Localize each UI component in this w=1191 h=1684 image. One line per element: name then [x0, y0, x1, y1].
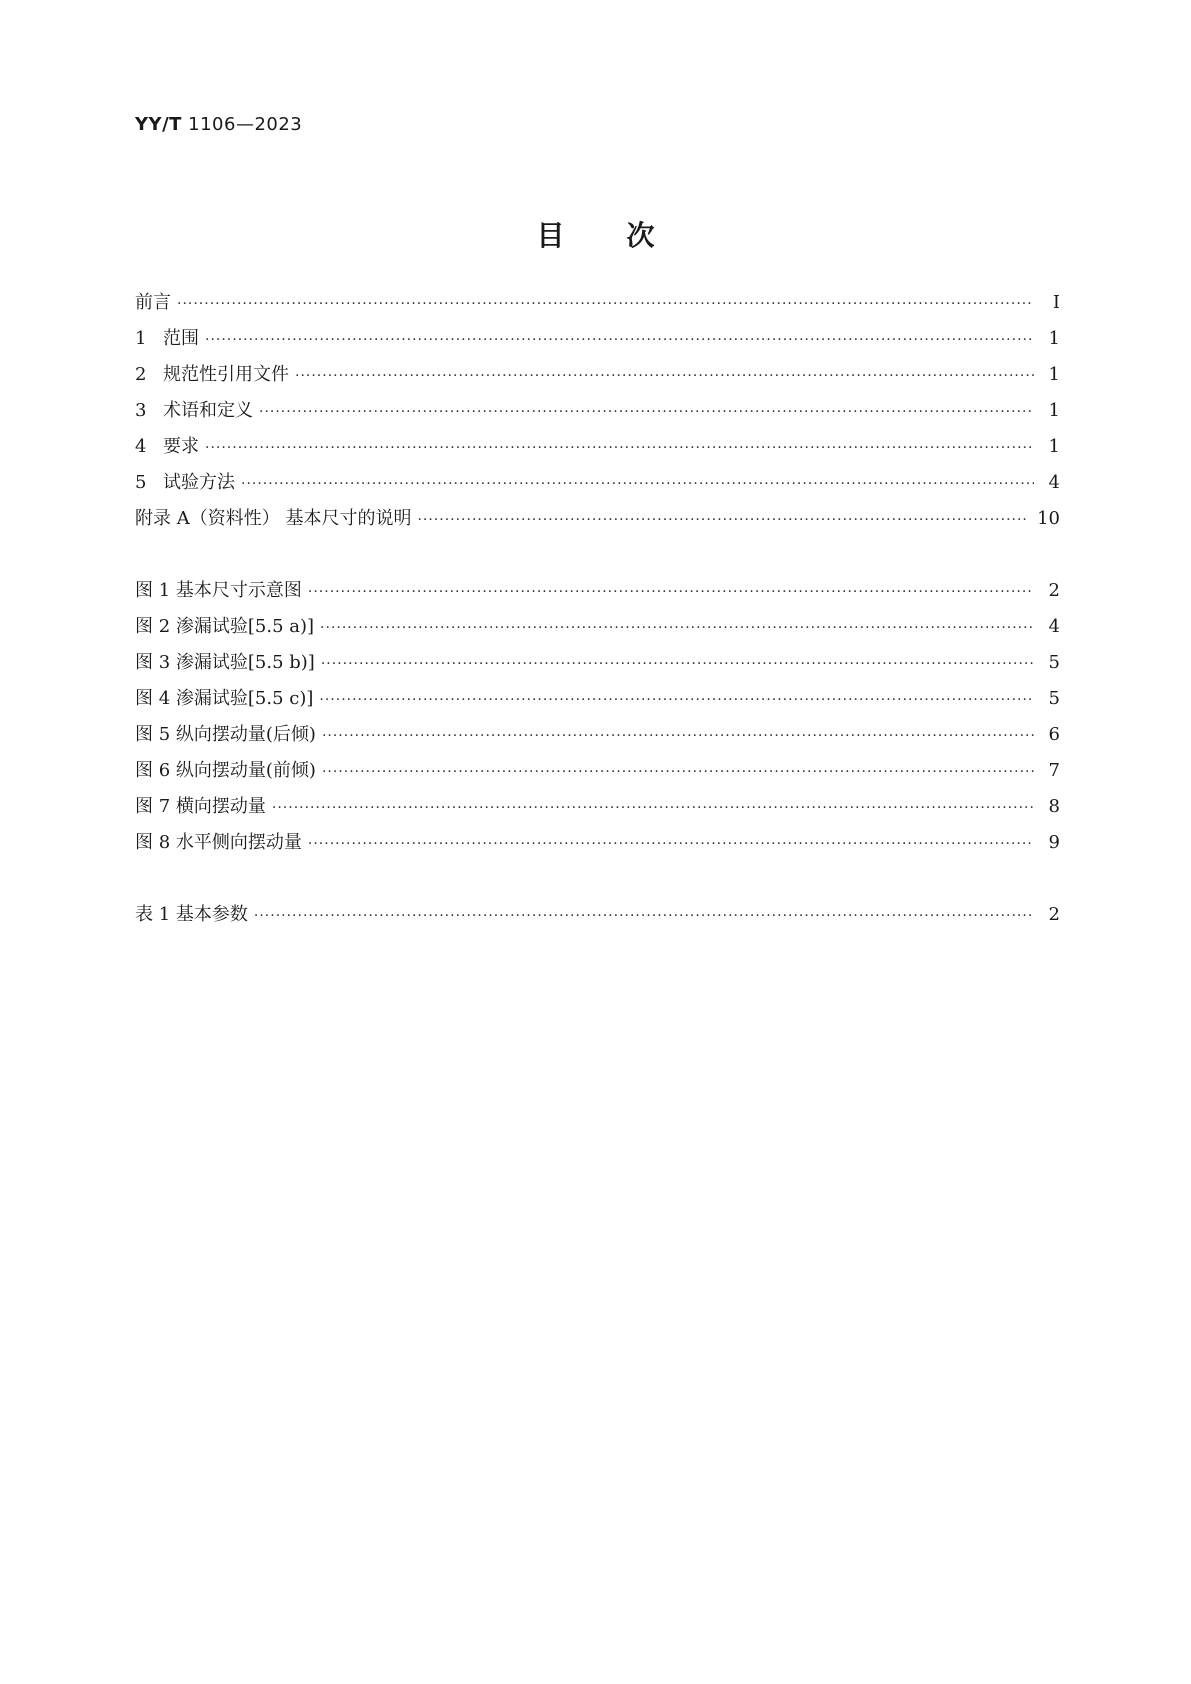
toc-leader-dots	[254, 903, 1034, 929]
toc-leader-dots	[308, 579, 1034, 605]
toc-entry-label: 图 6 纵向摆动量(前倾)	[135, 760, 316, 781]
toc-entry-page: 6	[1048, 724, 1060, 745]
toc-entry-number: 4	[135, 436, 147, 457]
toc-entry-figure-8[interactable]	[135, 830, 1060, 856]
toc-entry-page: 9	[1048, 832, 1060, 853]
toc-entry-number: 1	[135, 328, 147, 349]
toc-entry-number: 5	[135, 472, 147, 493]
toc-entry-label: 图 3 渗漏试验[5.5 b)]	[135, 652, 315, 673]
toc-leader-dots	[320, 615, 1034, 641]
toc-leader-dots	[322, 723, 1034, 749]
toc-entry-page: 5	[1048, 652, 1060, 673]
toc-leader-dots	[205, 435, 1034, 461]
standard-code-prefix: YY/T	[135, 114, 182, 135]
toc-leader-dots	[417, 507, 1029, 533]
toc-entry-label: 前言	[135, 292, 171, 313]
toc-leader-dots	[272, 795, 1034, 821]
toc-leader-dots	[308, 831, 1034, 857]
toc-entry-label: 图 8 水平侧向摆动量	[135, 832, 302, 853]
toc-entry-number: 2	[135, 364, 147, 385]
toc-entry-page: 10	[1037, 508, 1060, 529]
toc-entry-page: 1	[1048, 328, 1060, 349]
toc-entry-page: 1	[1048, 364, 1060, 385]
toc-entry-label: 要求	[163, 436, 199, 457]
toc-entry-label: 规范性引用文件	[163, 364, 289, 385]
toc-entry-label: 术语和定义	[163, 400, 253, 421]
toc-leader-dots	[205, 327, 1034, 353]
toc-entry-figure-5[interactable]	[135, 722, 1060, 748]
toc-entry-foreword[interactable]	[135, 290, 1060, 316]
toc-entry-figure-7[interactable]	[135, 794, 1060, 820]
toc-entry-scope[interactable]	[135, 326, 1060, 352]
toc-entry-figure-1[interactable]	[135, 578, 1060, 604]
toc-entry-figure-6[interactable]	[135, 758, 1060, 784]
toc-entry-label: 图 5 纵向摆动量(后倾)	[135, 724, 316, 745]
toc-leader-dots	[259, 399, 1034, 425]
toc-entry-page: 7	[1048, 760, 1060, 781]
toc-entry-page: 2	[1048, 580, 1060, 601]
toc-leader-dots	[241, 471, 1034, 497]
toc-entry-page: 1	[1048, 436, 1060, 457]
toc-leader-dots	[321, 651, 1034, 677]
toc-leader-dots	[295, 363, 1034, 389]
toc-entry-normative-references[interactable]	[135, 362, 1060, 388]
toc-entry-requirements[interactable]	[135, 434, 1060, 460]
toc-leader-dots	[322, 759, 1034, 785]
toc-entry-terms[interactable]	[135, 398, 1060, 424]
toc-entry-annex-a[interactable]	[135, 506, 1060, 532]
toc-entry-figure-3[interactable]	[135, 650, 1060, 676]
toc-entry-label: 图 7 横向摆动量	[135, 796, 266, 817]
toc-entry-label: 范围	[163, 328, 199, 349]
toc-entry-number: 3	[135, 400, 147, 421]
toc-entry-page: 4	[1048, 616, 1060, 637]
toc-entry-label: 图 1 基本尺寸示意图	[135, 580, 302, 601]
toc-entry-test-methods[interactable]	[135, 470, 1060, 496]
toc-leader-dots	[319, 687, 1034, 713]
toc-entry-figure-4[interactable]	[135, 686, 1060, 712]
toc-entry-label: 图 2 渗漏试验[5.5 a)]	[135, 616, 315, 637]
toc-entry-label: 附录 A（资料性） 基本尺寸的说明	[135, 508, 412, 529]
standard-code-number: 1106—2023	[181, 114, 303, 135]
page-title: 目次	[536, 219, 717, 252]
toc-entry-label: 表 1 基本参数	[135, 904, 248, 925]
toc-entry-page: 8	[1048, 796, 1060, 817]
toc-entry-label: 试验方法	[163, 472, 235, 493]
toc-entry-page: 4	[1048, 472, 1060, 493]
toc-entry-label: 图 4 渗漏试验[5.5 c)]	[135, 688, 314, 709]
toc-entry-page: Ⅰ	[1052, 292, 1060, 313]
toc-entry-page: 1	[1048, 400, 1060, 421]
toc-entry-table-1[interactable]	[135, 902, 1060, 928]
toc-entry-page: 2	[1048, 904, 1060, 925]
toc-entry-figure-2[interactable]	[135, 614, 1060, 640]
standard-code	[135, 114, 302, 135]
toc-entry-page: 5	[1048, 688, 1060, 709]
toc-leader-dots	[177, 291, 1034, 317]
